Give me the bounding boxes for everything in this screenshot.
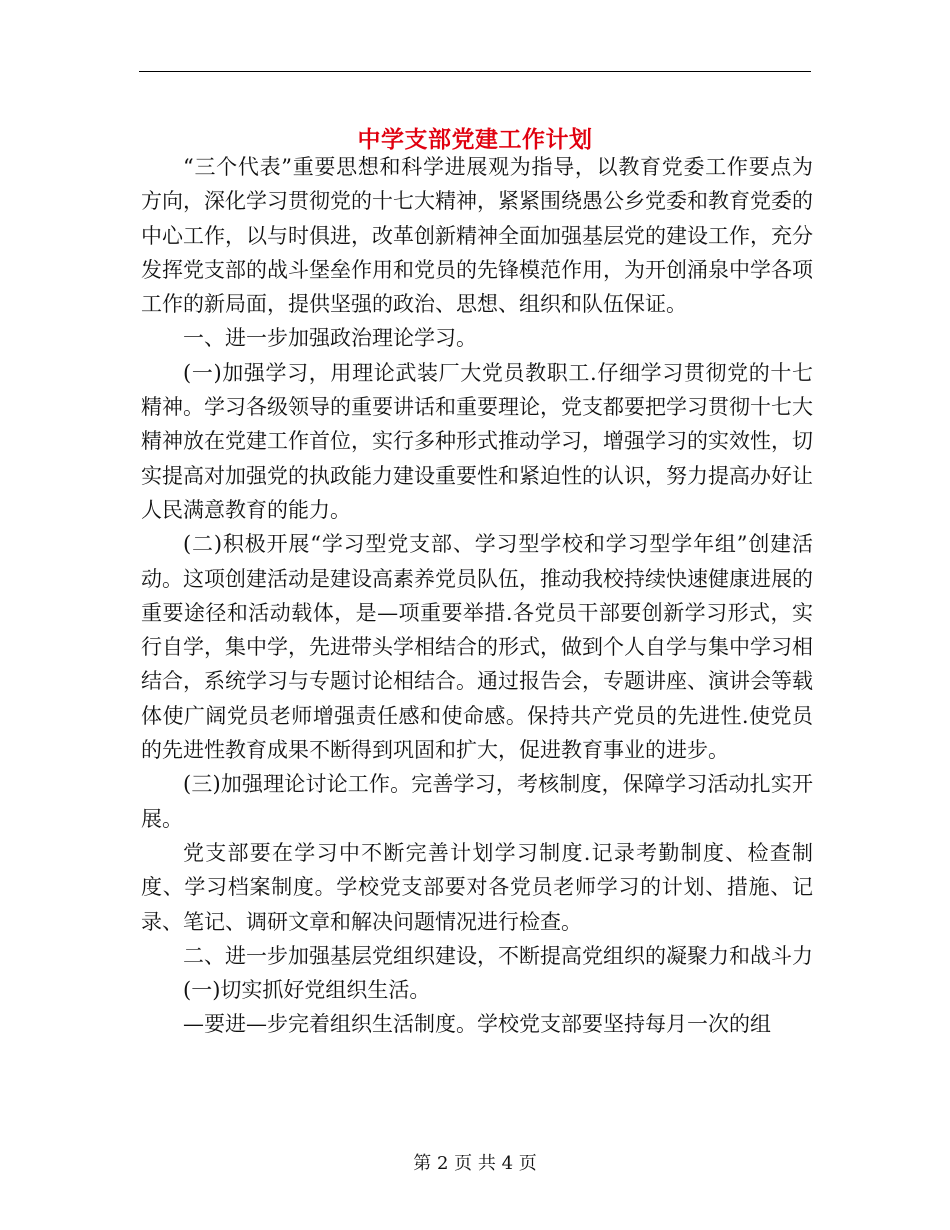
paragraph-1-3: (三)加强理论讨论工作。完善学习，考核制度，保障学习活动扎实开展。 [141,772,813,831]
paragraph-1-1: (一)加强学习，用理论武装厂大党员教职工.仔细学习贯彻党的十七精神。学习各级领导的重要讲话和重要理论，党支都要把学习贯彻十七大精神放在党建工作首位，实行多种形式推动学习，增强学习的实效性，切实提高对加强党的执政能力建设重要性和紧迫性的认识，努力提高办好让人民满意教育的能力。 [141,360,813,522]
page-number-footer: 第 2 页 共 4 页 [413,1153,537,1174]
heading-section-2: 二、进一步加强基层党组织建设，不断提高党组织的凝聚力和战斗力 [183,943,813,968]
paragraph-1-2: (二)积极开展“学习型党支部、学习型学校和学习型学年组”创建活动。这项创建活动是建设高素养党员队伍，推动我校持续快速健康进展的重要途径和活动载体，是—项重要举措.各党员干部要创新学习形式，实行自学，集中学，先进带头学相结合的形式，做到个人自学与集中学习相结合，系统学习与专题讨论相结合。通过报告会，专题讲座、演讲会等载体使广阔党员老师增强责任感和使命感。保持共产党员的先进性.使党员的先进性教育成果不断得到巩固和扩大，促进教育事业的进步。 [141,532,813,763]
paragraph-intro: “三个代表”重要思想和科学进展观为指导，以教育党委工作要点为方向，深化学习贯彻党的十七大精神，紧紧围绕愚公乡党委和教育党委的中心工作，以与时俱进，改革创新精神全面加强基层党的建设工作，充分发挥党支部的战斗堡垒作用和党员的先锋模范作用，为开创涌泉中学各项工作的新局面，提供坚强的政治、思想、组织和队伍保证。 [141,155,813,317]
paragraph-study-system: 党支部要在学习中不断完善计划学习制度.记录考勤制度、检查制度、学习档案制度。学校党支部要对各党员老师学习的计划、措施、记录、笔记、调研文章和解决问题情况进行检查。 [141,840,813,934]
paragraph-org-life: —要进—步完着组织生活制度。学校党支部要坚持每月一次的组 [183,1012,771,1037]
document-title: 中学支部党建工作计划 [357,126,593,154]
heading-section-1: 一、进一步加强政治理论学习。 [183,326,477,351]
document-body [141,150,813,1042]
paragraph-2-1: (一)切实抓好党组织生活。 [183,978,431,1003]
header-rule [139,71,811,72]
